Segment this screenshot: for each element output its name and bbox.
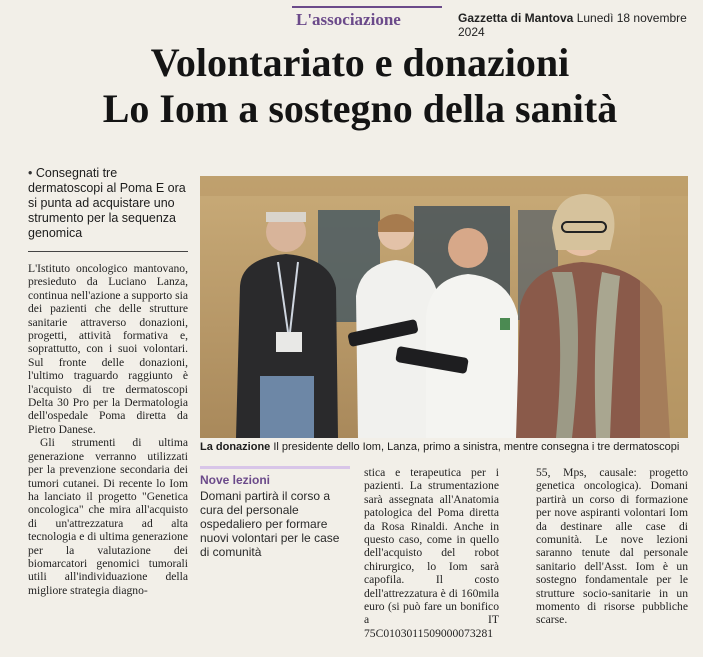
- article-column-2: [364, 466, 499, 640]
- newspaper-header: [458, 11, 703, 39]
- subhead: [28, 166, 188, 252]
- article-paragraph-3: stica e terapeutica per i pazienti. La strumentazione sarà assegnata all'Anatomia patologica del Poma diretta da Rosa Rinaldi. Anche in questo caso, come in quello dell'acquisto del robot chirurgico, lo Iom sarà capofila. Il costo dell'attrezzatura è di 160mila euro (si può fare un bonifico a IT 75C0103011509000073281: [364, 466, 499, 640]
- sidebar-box: [200, 466, 350, 559]
- section-rule: [292, 6, 442, 8]
- box-title: Nove lezioni: [200, 473, 271, 487]
- subhead-text: Consegnati tre dermatoscopi al Poma E ora si punta ad acquistare uno strumento per la sequenza genomica: [28, 166, 186, 240]
- section-label: L'associazione: [296, 10, 401, 29]
- headline-line-2: Lo Iom a sostegno della sanità: [102, 86, 618, 131]
- article-paragraph-1: L'Istituto oncologico mantovano, presieduto da Luciano Lanza, continua nell'azione a supporto sia dei pazienti che delle strutture sanitarie attraverso donazioni, progetti, attività formativa e, soprattutto, con i suoi volontari. Sul fronte delle donazioni, l'ultimo traguardo raggiunto è l'acquisto di tre dermatoscopi Delta 30 Pro per la Dermatologia dell'ospedale Poma diretta da Pietro Danese.: [28, 262, 188, 436]
- article-column-3: [536, 466, 688, 627]
- headline-line-1: Volontariato e donazioni: [150, 40, 570, 85]
- article-paragraph-4: 55, Mps, causale: progetto genetica oncologica). Domani partirà un corso di formazione per nove aspiranti volontari Iom da destinare alle case di comunità. Le nove lezioni saranno tenute dal personale sanitario dell'Asst. Iom è un sostegno fondamentale per le strutture socio-sanitarie in un momento di risorse pubbliche scarse.: [536, 466, 688, 627]
- article-photo: [200, 176, 688, 438]
- caption-lead: La donazione: [200, 441, 271, 453]
- bullet-icon: •: [28, 166, 33, 180]
- box-text: Domani partirà il corso a cura del personale ospedaliero per formare nuovi volontari per le case di comunità: [200, 489, 340, 559]
- issue-date: Lunedì 18 novembre 2024: [458, 11, 687, 39]
- headline: [40, 40, 680, 132]
- photo-caption: [200, 440, 690, 454]
- article-paragraph-2: Gli strumenti di ultima generazione verranno utilizzati per la prevenzione secondaria dei tumori cutanei. Di recente lo Iom ha lanciato il progetto "Genetica oncologica" che mira all'acquisto di un'attrezzatura ad alta tecnologia e di ultima generazione per la valutazione dei biomarcatori genomici tumorali utili all'individuazione della migliore strategia diagno-: [28, 436, 188, 597]
- photo-illustration: [200, 176, 688, 438]
- article-column-1: [28, 262, 188, 597]
- caption-text: Il presidente dello Iom, Lanza, primo a sinistra, mentre consegna i tre dermatoscopi: [273, 441, 680, 453]
- newspaper-name: Gazzetta di Mantova: [458, 11, 574, 25]
